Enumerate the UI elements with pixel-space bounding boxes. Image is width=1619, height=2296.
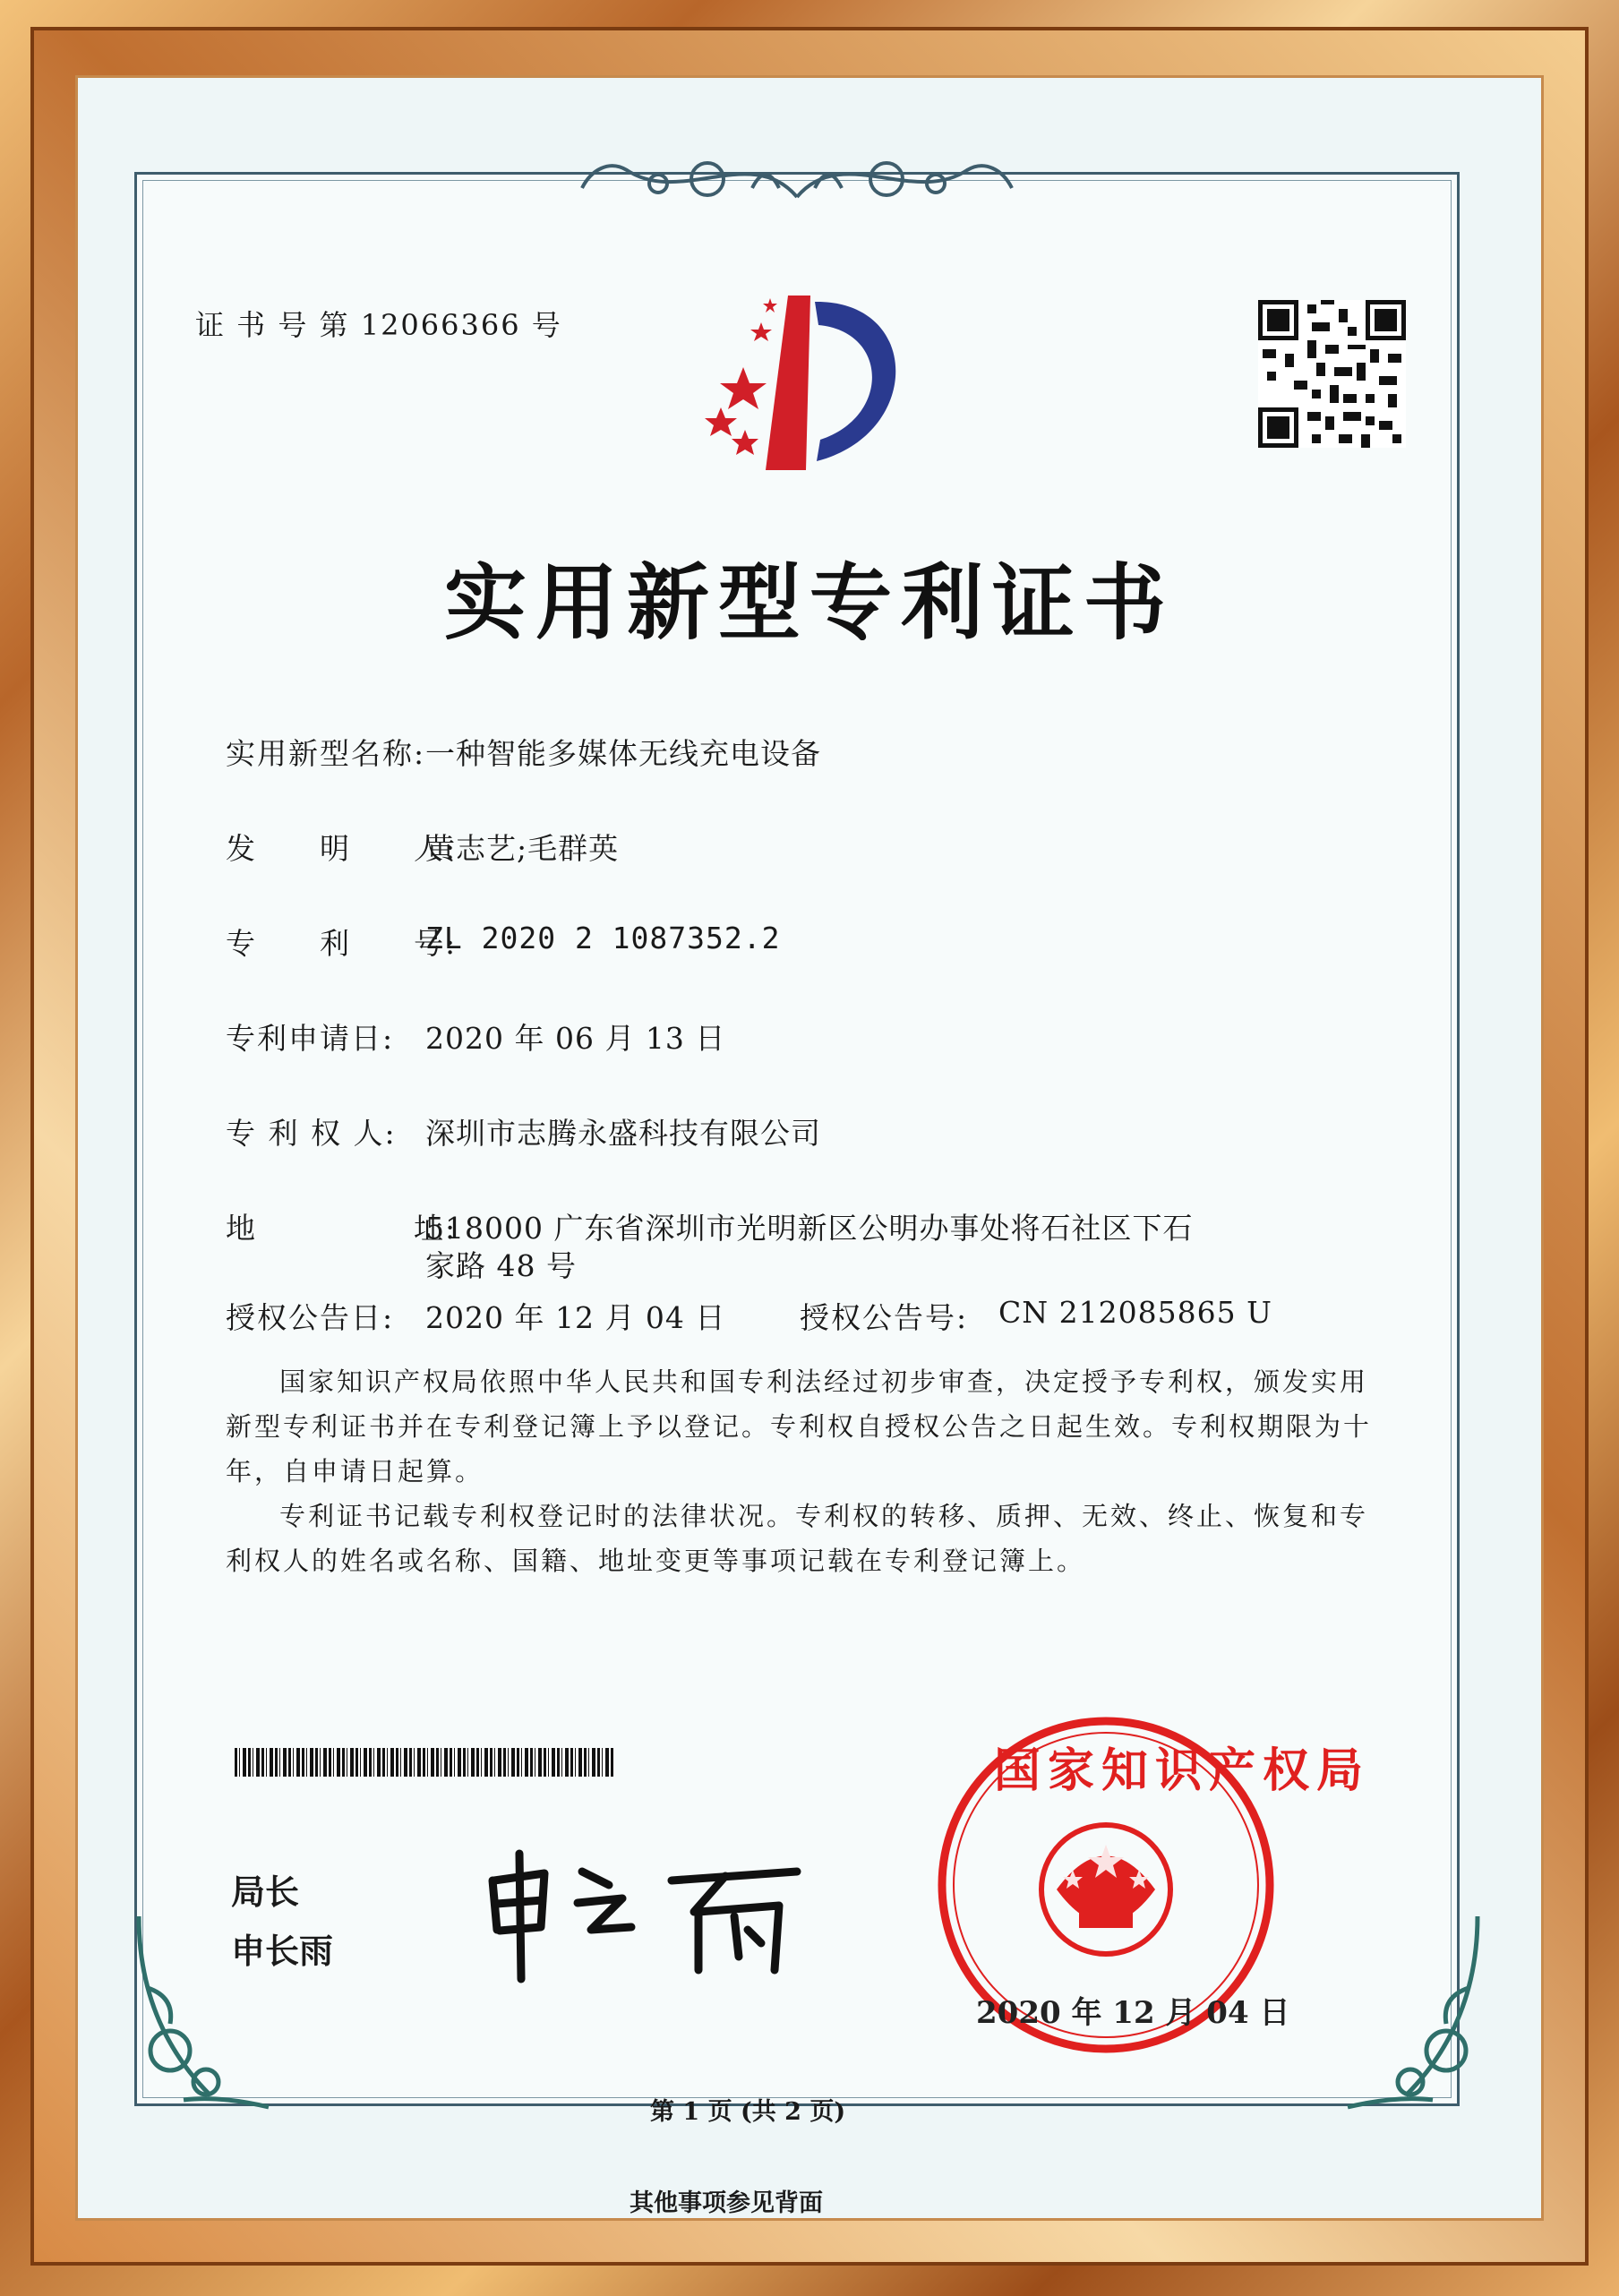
corner-ornament-left-icon bbox=[130, 1907, 282, 2113]
certificate-number-suffix: 号 bbox=[531, 308, 562, 342]
footer-note: 其他事项参见背面 bbox=[630, 2189, 823, 2217]
cnipa-logo-icon bbox=[681, 282, 931, 479]
signatory-name: 申长雨 bbox=[231, 1932, 334, 1971]
field-label-patent-number: 专 利 号: bbox=[226, 926, 458, 961]
field-label-address: 地 址: bbox=[226, 1211, 458, 1246]
field-label-application-date: 专利申请日: bbox=[226, 1021, 395, 1056]
page-indicator: 第 1 页 (共 2 页) bbox=[650, 2098, 846, 2126]
field-value-address: 518000 广东省深圳市光明新区公明办事处将石社区下石 bbox=[425, 1211, 1194, 1246]
seal-text: 国家知识产权局 bbox=[994, 1743, 1371, 1798]
field-value-address-line2: 家路 48 号 bbox=[425, 1248, 577, 1283]
field-value-inventor: 黄志艺;毛群英 bbox=[425, 831, 620, 866]
field-value-application-date: 2020 年 06 月 13 日 bbox=[425, 1021, 726, 1056]
certificate-number: 12066366 bbox=[360, 308, 521, 342]
grant-number-label: 授权公告号: bbox=[800, 1300, 969, 1335]
certificate-title: 实用新型专利证书 bbox=[443, 554, 1175, 651]
field-value-name: 一种智能多媒体无线充电设备 bbox=[425, 736, 821, 771]
handwritten-signature-icon bbox=[475, 1845, 815, 1988]
certificate-number-label: 证 书 号 第 bbox=[195, 308, 350, 342]
signatory-title: 局长 bbox=[231, 1872, 300, 1912]
barcode-icon bbox=[235, 1748, 614, 1777]
field-label-inventor: 发 明 人: bbox=[226, 831, 458, 866]
field-label-name: 实用新型名称: bbox=[226, 736, 426, 771]
corner-ornament-right-icon bbox=[1334, 1907, 1486, 2113]
certificate-number-row bbox=[195, 303, 562, 344]
field-value-patent-number: ZL 2020 2 1087352.2 bbox=[425, 921, 781, 955]
grant-number: CN 212085865 U bbox=[998, 1295, 1272, 1330]
qr-code-icon bbox=[1258, 300, 1406, 448]
field-label-patentee: 专 利 权 人: bbox=[226, 1116, 397, 1151]
seal-date: 2020 年 12 月 04 日 bbox=[976, 1995, 1290, 2031]
grant-date: 2020 年 12 月 04 日 bbox=[425, 1300, 726, 1335]
body-paragraph-1: 国家知识产权局依照中华人民共和国专利法经过初步审查，决定授予专利权，颁发实用新型专利证书并在专利登记簿上予以登记。专利权自授权公告之日起生效。专利权期限为十年，自申请日起算。 bbox=[226, 1366, 1373, 1486]
top-ornament-icon bbox=[573, 134, 1021, 219]
body-paragraph-2: 专利证书记载专利权登记时的法律状况。专利权的转移、质押、无效、终止、恢复和专利权人的姓名或名称、国籍、地址变更等事项记载在专利登记簿上。 bbox=[226, 1501, 1369, 1576]
field-value-patentee: 深圳市志腾永盛科技有限公司 bbox=[425, 1116, 821, 1151]
grant-date-label: 授权公告日: bbox=[226, 1300, 395, 1335]
